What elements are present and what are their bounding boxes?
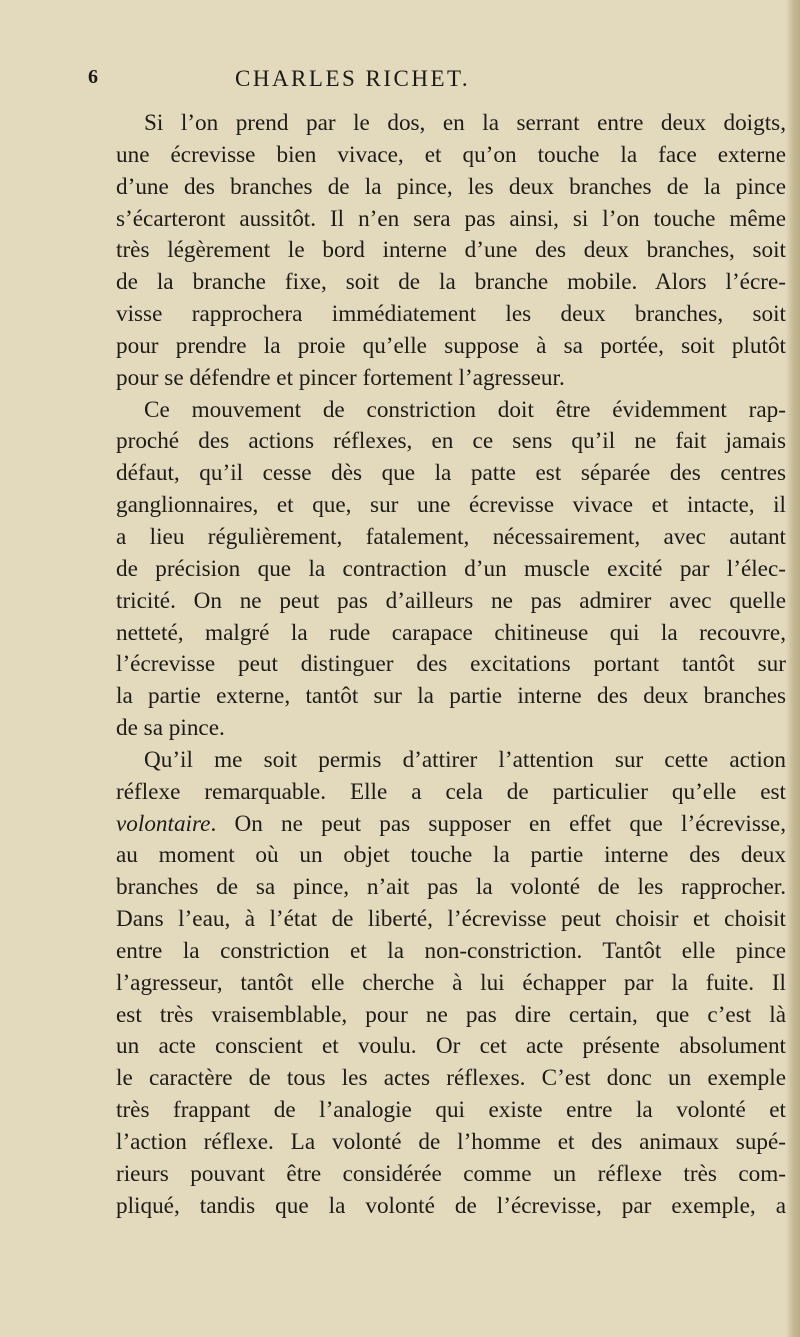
text-line: de précision que la contraction d’un muscle excité par l’élec- <box>116 555 786 582</box>
text-line: réflexe remarquable. Elle a cela de particulier qu’elle est <box>116 778 786 805</box>
text-line: une écrevisse bien vivace, et qu’on touche la face externe <box>116 141 786 168</box>
text-line: Dans l’eau, à l’état de liberté, l’écrevisse peut choisir et choisit <box>116 906 786 933</box>
body-text <box>88 108 786 1223</box>
text-line: l’agresseur, tantôt elle cherche à lui échapper par la fuite. Il <box>116 969 786 996</box>
text-line: Ce mouvement de constriction doit être évidemment rap- <box>144 396 786 423</box>
text-line: de sa pince. <box>116 715 225 742</box>
page-edge <box>786 0 800 1337</box>
text-line: est très vraisemblable, pour ne pas dire certain, que c’est là <box>116 1001 786 1028</box>
italic-word: volontaire <box>116 810 211 837</box>
text-line: pour se défendre et pincer fortement l’agresseur. <box>116 364 565 391</box>
paragraph-2 <box>88 395 786 745</box>
text-line <box>88 809 786 841</box>
text-line: pour prendre la proie qu’elle suppose à sa portée, soit plutôt <box>116 332 786 359</box>
text-line: l’écrevisse peut distinguer des excitations portant tantôt sur <box>116 651 786 678</box>
text-line: défaut, qu’il cesse dès que la patte est séparée des centres <box>116 460 786 487</box>
text-line: d’une des branches de la pince, les deux branches de la pince <box>116 173 786 200</box>
page-number: 6 <box>88 66 98 88</box>
text-fragment: . On ne peut pas supposer en effet que l’écrevisse, <box>210 810 786 837</box>
text-line: branches de sa pince, n’ait pas la volonté de les rapprocher. <box>116 874 786 901</box>
text-line: Si l’on prend par le dos, en la serrant entre deux doigts, <box>144 110 786 136</box>
text-line: l’action réflexe. La volonté de l’homme et des animaux supé- <box>116 1129 786 1155</box>
text-line: un acte conscient et voulu. Or cet acte présente absolument <box>116 1033 786 1060</box>
paragraph-3 <box>88 745 786 1223</box>
text-line: visse rapprochera immédiatement les deux branches, soit <box>116 301 786 328</box>
page-header <box>88 66 708 98</box>
text-line: de la branche fixe, soit de la branche mobile. Alors l’écre- <box>116 269 786 296</box>
text-line: entre la constriction et la non-constriction. Tantôt elle pince <box>116 937 786 964</box>
text-line: la partie externe, tantôt sur la partie interne des deux branches <box>116 683 786 710</box>
text-line: très légèrement le bord interne d’une des deux branches, soit <box>116 237 786 264</box>
text-line: tricité. On ne peut pas d’ailleurs ne pas admirer avec quelle <box>116 587 786 614</box>
text-line: proché des actions réflexes, en ce sens qu’il ne fait jamais <box>116 428 786 455</box>
paragraph-1 <box>88 108 786 395</box>
text-line: très frappant de l’analogie qui existe entre la volonté et <box>116 1097 786 1124</box>
text-line: rieurs pouvant être considérée comme un réflexe très com- <box>116 1160 786 1187</box>
running-head: CHARLES RICHET. <box>235 66 471 91</box>
text-line: pliqué, tandis que la volonté de l’écrevisse, par exemple, a <box>116 1192 786 1219</box>
text-line: netteté, malgré la rude carapace chitineuse qui la recouvre, <box>116 619 786 646</box>
text-line: Qu’il me soit permis d’attirer l’attention sur cette action <box>144 746 786 773</box>
text-line: ganglionnaires, et que, sur une écrevisse vivace et intacte, il <box>116 492 786 519</box>
text-line: s’écarteront aussitôt. Il n’en sera pas ainsi, si l’on touche même <box>116 205 786 232</box>
text-line: le caractère de tous les actes réflexes. C’est donc un exemple <box>116 1065 786 1092</box>
text-line: au moment où un objet touche la partie interne des deux <box>116 842 786 869</box>
text-line: a lieu régulièrement, fatalement, nécessairement, avec autant <box>116 523 786 550</box>
